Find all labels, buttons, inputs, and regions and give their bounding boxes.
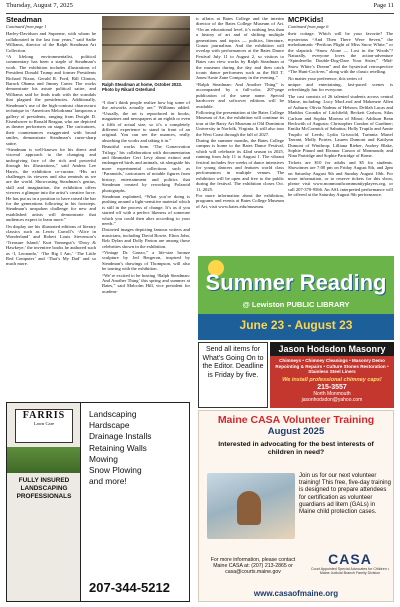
- casa-question: Interested in advocating for the best interests of children in need?: [218, 441, 374, 456]
- paragraph: Following the presentation at the Bates College Museum of Art, the exhibition will continue its tour at the Barry Art Museum at Old Dominion University in Norfolk, Virginia. It will also tour the West Coast through the fall of 2027.: [196, 109, 284, 137]
- lawn-image: [7, 447, 80, 473]
- farris-phone: 207-344-5212: [89, 580, 170, 595]
- farris-logo-name: FARRIS: [22, 410, 66, 421]
- service-item: Mowing: [89, 453, 118, 464]
- paragraph: On display are his illustrated editions of literary classics such as Lewis Carroll’s ‘Alice in Wonderland’ and Robert Louis Stevenson’s ‘Treasure Island;’ Kurt Vonnegut’s ‘Doxy & Hawkeye;’ the inventive books he authored such as ‘I, Leonardo,’ ‘The Big I Am,’ ‘The Little Red Computer’ and ‘That’s My Dad’ and so much more.: [6, 223, 96, 267]
- casa-logo: [311, 551, 389, 575]
- paragraph: ic affairs at Bates College and the interim director of the Bates College Museum of Art. “On an educational level, it’s nothing less than a history of art and of shifting multiple generations and topics — politics, literature, Gonzo journalism. And the exhibition will overlap with performances at the Bates Dance Festival July 11 to August 2, so visitors to Bates can view works by Ralph Steadman at the museum during the day and then catch iconic dance performers such as the Bill T. Jones/Arnie Zane Company in the evening.”: [196, 16, 284, 81]
- masonry-tagline: We install professional chimney caps!: [282, 376, 382, 383]
- farris-logo-sub: Lawn Care: [33, 421, 55, 426]
- casa-logo-mark: CASA: [328, 551, 372, 567]
- service-item: and more!: [89, 476, 127, 487]
- paragraph: For more information about the exhibition, programs and events at Bates College Museum of Art, visit www.bates.edu/museum.: [196, 193, 284, 209]
- paragraph: Harley-Davidson and Supreme, with whom he collaborated in the last four years,” said Sadie Williams, director of the Ralph Steadman Art Collection.: [6, 31, 96, 53]
- masonry-email: jasonhodsdon@yahoo.com: [301, 396, 363, 403]
- paragraph: “Vintage Dr. Gonzo,” a life-size bronze sculpture by Jed Bergeron, inspired by Steadman’s drawings of Thompson, will also be touring with the exhibition.: [102, 249, 190, 272]
- mcpkids-article: [288, 15, 393, 198]
- service-item: Snow Plowing: [89, 465, 142, 476]
- library-name: @ Lewiston PUBLIC LIBRARY: [242, 300, 350, 309]
- summer-reading-dates: June 23 - August 23: [239, 318, 353, 332]
- farris-lawn-care-ad: [6, 402, 190, 602]
- summer-reading-ad: [198, 256, 394, 340]
- masonry-services: Chimneys • Chimney Cleanings • Masonry Demo Repointing & Repairs • Culture Stones Restoration • Stainless Steel Liners: [275, 358, 389, 375]
- casa-url[interactable]: www.casaofmaine.org: [253, 589, 339, 598]
- casa-contact: For more information, please contact Maine CASA at: (207) 213-2865 or casa@courts.maine.gov: [210, 557, 296, 576]
- paragraph: “We’re excited to be hosting ‘Ralph Steadman: And Another Thing’ this spring and summer at Bates,” said Malcolm Hill, vice president for academ-: [102, 272, 190, 294]
- paragraph: No matter your preference, this series of: [288, 75, 363, 81]
- steadman-photo: [102, 16, 190, 80]
- summer-reading-title: Summer Reading: [205, 270, 387, 295]
- casa-body: Join us for our next volunteer training! This free, five-day training is designed to prepare attendees for certification as volunteer guardians ad litem (GALs) in Maine child protection cases.: [299, 473, 391, 516]
- paragraph: Steadman explained, “What you’re doing is pushing around a light-sensitive material which is still in the process of change. It’s as if you started off with a perfect likeness of someone which you could then alter according to your needs.”: [102, 193, 190, 226]
- header-page-number: Page 11: [373, 2, 394, 9]
- paragraph: Distorted images depicting famous writers and musicians, including David Bowie, Elton John, Bob Dylan and Dolly Parton are among those celebrities shown in the exhibition.: [102, 227, 190, 249]
- steadman-headline: Steadman: [6, 15, 42, 24]
- paragraph: Tickets are $10 for adults and $5 for students. Showtimes are 7:00 pm on Friday August 8th, and 2pm on Saturday August 9th and Sunday August 10th. For more information, or to reserve tickets for this show, please visit www.monmouthcommunityplayers.org, or call 207-370-9566. An ASL interpreted performance will be offered at the Saturday August 9th performance.: [288, 159, 393, 198]
- paragraph: Beautiful works from ‘The Gonzovation Trilogy,’ his collaboration with documentarian and filmmaker Ceri Levy about extinct and endangered birds and animals, sit alongside his more experimental collections such as ‘Paranoids,’ caricatures of notable figures from history, entertainment and politics that Steadman created by reworking Polaroid photographs.: [102, 144, 190, 193]
- farris-insured: FULLY INSURED LANDSCAPING PROFESSIONALS: [16, 477, 72, 500]
- page-header: [6, 2, 394, 14]
- send-items-notice: Send all items for What’s Going On to the Editor. Deadline is Friday by five.: [198, 342, 268, 408]
- steadman-continued: Continued from page 1: [6, 24, 47, 29]
- paragraph: their cottage. Which will be your favorite? The mysterious “And Then There Were Seven,” the melodramatic “Perilous Plight of Miss Snow White,” or the slapstick “Snow Alone — Lost in the Woods”? Naturally, everyone loves the action-adventure “Spinderella: Double-Dog-Dare Your Sister,” “Mid-Snow White’s Dream” and the hysterical retrospective “The Hunt-Cock-en,” along with the classic retelling.: [288, 31, 393, 75]
- masonry-town: North Monmouth: [313, 390, 351, 397]
- casa-logo-sub: Court Appointed Special Advocates for Children • Maine Judicial Branch Family Division: [311, 567, 389, 576]
- casa-photo: [207, 473, 295, 539]
- photo-caption: Ralph Steadman at home, October 2023. Photo by Rikard Osterlund: [102, 82, 183, 92]
- paragraph: “A lifelong environmentalist, political commentary has been a staple of Steadman’s work. The exhibition includes illustrations of President Donald Trump and former Presidents Richard Nixon, Gerald R. Ford, Bill Clinton, Barack Obama and Jimmy Carter. The works demonstrate his astute political satire, and Williams said he finds truth with the scandals that plagued the presidencies. Additionally, Steadman’s use of the high-contrast chiaroscuro technique in ‘American Melodrama’ lampoons a gallery of presidents, ranging from Dwight D. Eisenhower to Ronald Reagan, who are depicted as theater performers on stage. The caricatures, their countenances exaggerated with broad smiles, demonstrate Steadman’s razor-sharp satire.: [6, 54, 96, 146]
- article-col3: [196, 16, 284, 252]
- paragraph: The cast consists of 26 talented students across central Maine, including: Lucy MacLeod and Makenzie Allen of Auburn; Olivia Nadeau of Hebron; Delilah Lucas and Maddox Grondin of Litchfield; Beckett Carlson, Silas Carlson and Sophia Moreau of Minot; Addison Bean Beckwith of Augusta; Christopher Condon of Gardiner; Emilia McCormick of Sabattus; Holly Trupilo and Annie Trupilo of Leeds; Lydia Griswold, Tarinnia Martel Tarrant, Molly Poirier, Lauren Dumont and Kaitlynn Dumont of Winthrop; Lilliana Rieber, Audrey Blake, Sophie Pinard and Eleanor Carson of Monmouth; and Nina Partridge and Sophie Partridge of Rome.: [288, 93, 393, 159]
- masonry-phone: 215-3557: [317, 383, 347, 391]
- paragraph: “Ralph Steadman: And Another Thing” is accompanied by a full-color, 207-page publication of the same name. Special hardcover and softcover editions will be available.: [196, 81, 284, 109]
- steadman-article-col1: [6, 16, 96, 393]
- service-item: Drainage Installs: [89, 431, 152, 442]
- casa-month: August 2025: [267, 426, 325, 437]
- farris-logo: [15, 409, 73, 443]
- casa-title: Maine CASA Volunteer Training: [217, 414, 375, 426]
- paragraph: “I don’t think people realize how big some of the artworks actually are,” Williams added. “Usually, the art is reproduced in books, magazines and newspapers at an eighth or even a fifth of actual size, so it’s a completely different experience to stand in front of an original. You can see the nuances, really absorbing the works and taking it in.”: [102, 100, 190, 143]
- steadman-article-col2: [102, 100, 190, 397]
- paragraph: “Steadman is well-known for his direct and visceral approach to the changing and unforgiving face of the rich and powerful through his illustrations,” said Andrea Lee Harris, the exhibition co-curator. “His art challenges its viewers and also reminds us we are the world. Showcasing Steadman’s genius, skill and imagination, the exhibition offers viewers a glimpse into the artist’s creative force. He has put us in a position to have raised the bar for the generations following in his footsteps. Steadman’s unspoken challenge for new and established artists will demonstrate that audiences expect to learn more.”: [6, 146, 96, 223]
- maine-casa-ad: [198, 410, 394, 602]
- header-date: Thursday, August 7, 2025: [6, 2, 73, 9]
- masonry-name: Jason Hodsdon Masonry: [270, 342, 394, 356]
- paragraph: During the summer months, the Bates College campus is home to the Bates Dance Festival, which will celebrate its 42nd season in 2025, running from July 11 to August 1. The vibrant festival includes five weeks of dance intensives for young dancers and features world class performances in multiple venues. The exhibition will be open and free to the public during the festival. The exhibition closes Oct. 11, 2025.: [196, 137, 284, 192]
- masonry-ad: [270, 342, 394, 408]
- service-item: Retaining Walls: [89, 442, 147, 453]
- service-item: Landscaping: [89, 409, 137, 419]
- mcpkids-continued: Continued from page 6: [288, 24, 329, 29]
- service-item: Hardscape: [89, 420, 130, 431]
- mcpkids-headline: MCPKids!: [288, 15, 324, 24]
- paragraph: unique and entertaining, fast-paced scenes is refreshingly fun for everyone.: [288, 82, 393, 93]
